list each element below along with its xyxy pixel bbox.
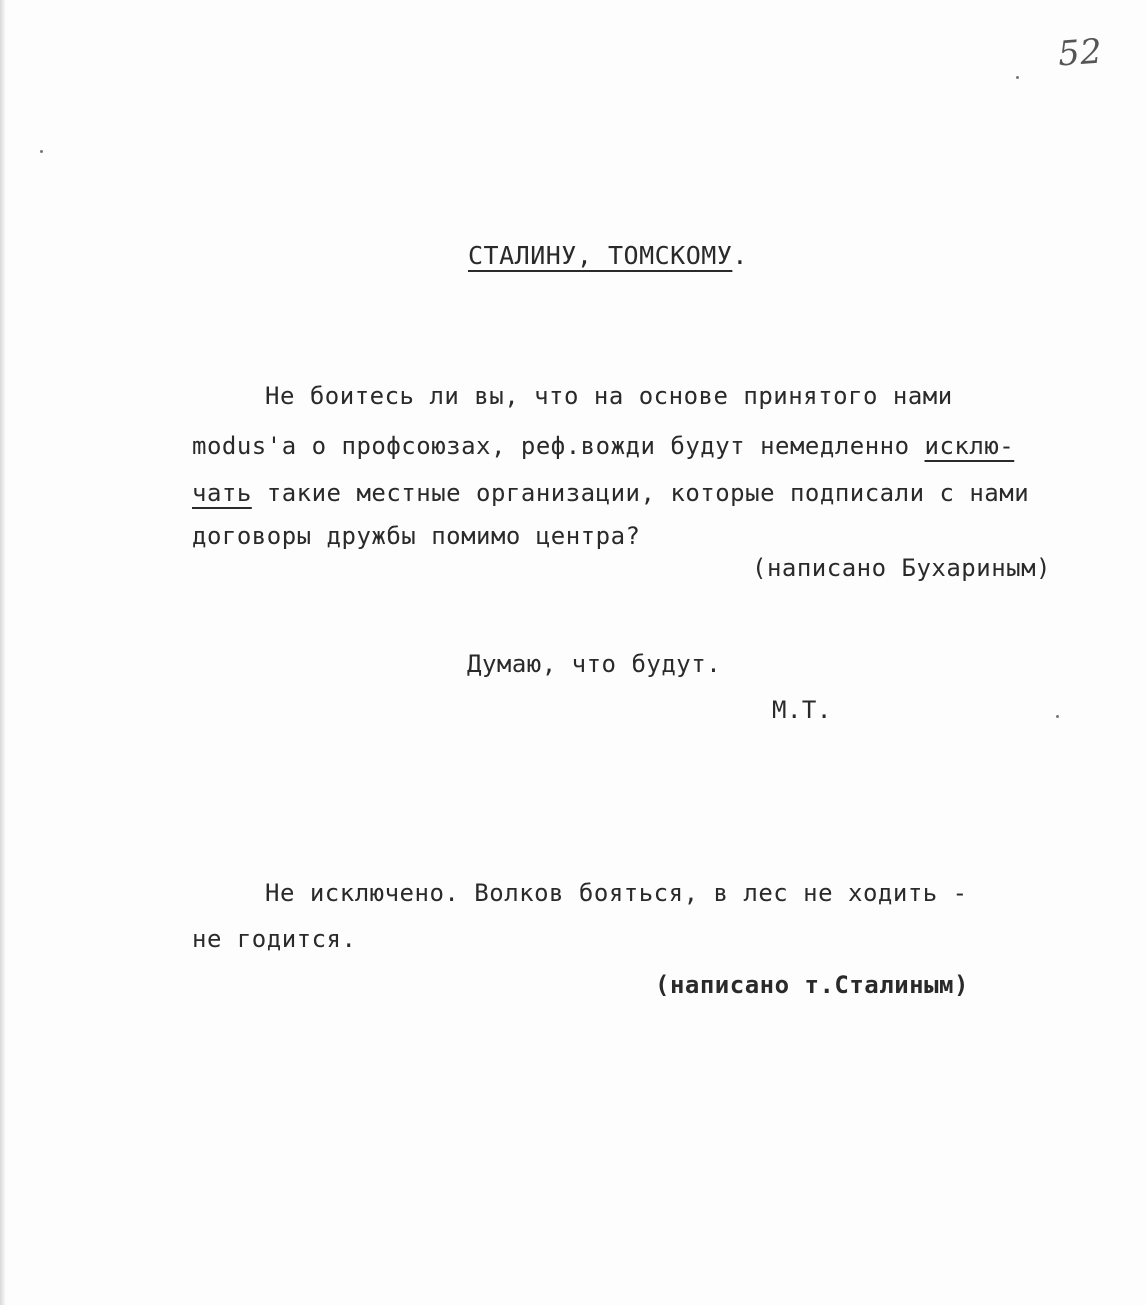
- page-number: 52: [1056, 31, 1104, 75]
- heading-addressees: СТАЛИНУ, ТОМСКОМУ: [468, 241, 733, 270]
- heading: [468, 243, 748, 268]
- page-edge-shadow: [0, 0, 6, 1305]
- question-line-3-text: такие местные организации, которые подписали с нами: [251, 479, 1030, 507]
- question-line-3-underlined: чать: [192, 479, 252, 507]
- question-line-2-text: modus'a о профсоюзах, реф.вожди будут немедленно: [192, 432, 925, 460]
- tomsky-signature: М.Т.: [772, 696, 832, 724]
- question-line-3: [192, 481, 1029, 505]
- paper-speck: [1056, 715, 1059, 718]
- paper-speck: [40, 150, 43, 153]
- stalin-attribution: (написано т.Сталиным): [655, 971, 969, 999]
- bukharin-attribution: (написано Бухариным): [752, 554, 1051, 582]
- tomsky-reply: Думаю, что будут.: [467, 650, 722, 678]
- paper-speck: [1016, 76, 1019, 79]
- question-line-1: Не боитесь ли вы, что на основе принятого нами: [265, 382, 953, 410]
- stalin-reply-line-1: Не исключено. Волков бояться, в лес не ходить -: [265, 879, 968, 907]
- heading-period: .: [732, 241, 748, 270]
- question-line-2-underlined: исклю-: [924, 432, 1015, 460]
- question-line-2: [192, 434, 1014, 458]
- stalin-reply-line-2: не годится.: [192, 925, 357, 953]
- question-line-4: договоры дружбы помимо центра?: [192, 522, 641, 550]
